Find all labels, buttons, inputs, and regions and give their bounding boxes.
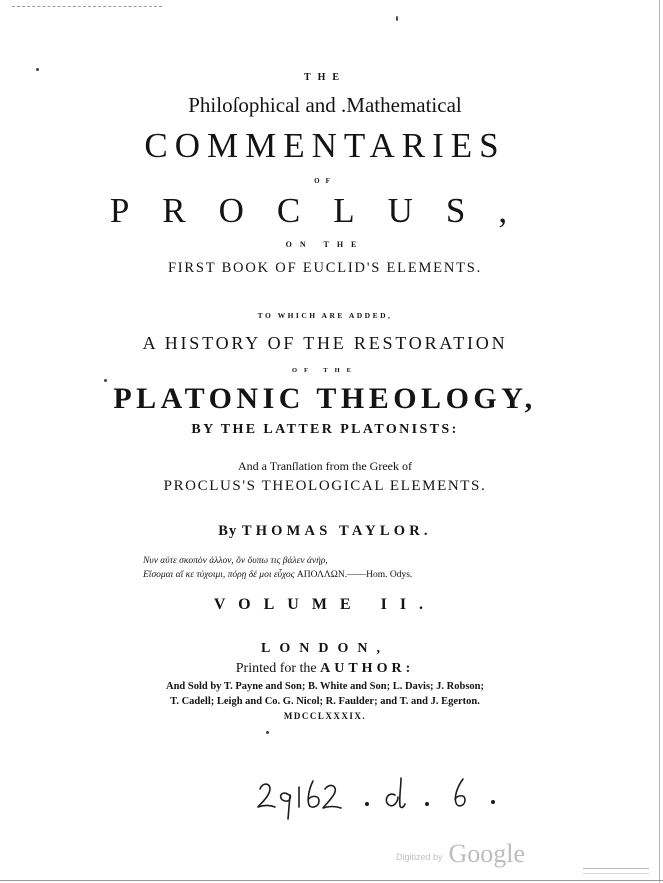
subtitle-to-which-added: TO WHICH ARE ADDED, — [257, 311, 393, 320]
author-line — [0, 523, 650, 540]
scan-artifact-bottom-2 — [583, 873, 649, 874]
ink-speck — [266, 731, 269, 734]
imprint-date: MDCCLXXXIX. — [283, 711, 367, 721]
title-first-book: FIRST BOOK OF EUCLID'S ELEMENTS. — [167, 260, 483, 276]
imprint-city: LONDON, — [261, 641, 389, 656]
ink-speck — [396, 16, 398, 21]
title-of: OF — [314, 177, 336, 185]
page-edge-bottom — [0, 880, 663, 881]
title-on-the: ON THE — [285, 240, 365, 249]
epigraph-line-1: Νυν αὐτε σκοπὸν ἀλλον, ὃν ὄυπω τις βάλεν ἀνὴρ, — [143, 556, 328, 566]
epigraph-line-2-text: Εἴσομαι αἴ κε τύχοιμι, πόρῃ δέ μοι εὖχος — [143, 570, 295, 580]
page-edge-right — [659, 0, 660, 883]
title-proclus: PROCLUS, — [109, 191, 541, 230]
scan-artifact-top — [12, 6, 162, 7]
google-logo: Google — [448, 839, 526, 868]
scan-artifact-bottom — [583, 868, 649, 869]
title-philosophical: Philoſophical and .Mathematical — [188, 93, 462, 117]
author-name: THOMAS TAYLOR. — [241, 523, 432, 539]
epigraph-line-2 — [143, 570, 412, 580]
imprint-sellers-2: T. Cadell; Leigh and Co. G. Nicol; R. Faulder; and T. and J. Egerton. — [170, 696, 480, 707]
digitized-watermark — [396, 839, 525, 869]
translation-note: And a Tranſlation from the Greek of — [238, 459, 412, 473]
printed-for-text: Printed for the — [235, 661, 317, 676]
shelfmark-text: 29162 . d . 6 . — [255, 775, 261, 776]
subtitle-latter-platonists: BY THE LATTER PLATONISTS: — [191, 422, 459, 437]
printed-for-author: AUTHOR: — [320, 661, 415, 676]
epigraph-source: ΑΠΟΛΛΩΝ.——Hom. Odys. — [296, 570, 413, 580]
title-commentaries: COMMENTARIES — [144, 126, 506, 165]
watermark-prefix: Digitized by — [396, 852, 443, 862]
imprint-printed-for — [0, 661, 650, 677]
author-by: By — [218, 523, 238, 539]
handwritten-shelfmark — [255, 775, 515, 825]
subtitle-platonic-theology: PLATONIC THEOLOGY, — [113, 382, 537, 415]
ink-speck — [36, 68, 39, 71]
volume-label: VOLUME II. — [213, 596, 437, 613]
subtitle-of-the: OF THE — [291, 367, 359, 374]
theological-elements: PROCLUS'S THEOLOGICAL ELEMENTS. — [163, 478, 487, 494]
imprint-sellers-1: And Sold by T. Payne and Son; B. White and Son; L. Davis; J. Robson; — [165, 681, 484, 692]
subtitle-history: A HISTORY OF THE RESTORATION — [142, 333, 508, 353]
title-the: THE — [303, 72, 347, 83]
